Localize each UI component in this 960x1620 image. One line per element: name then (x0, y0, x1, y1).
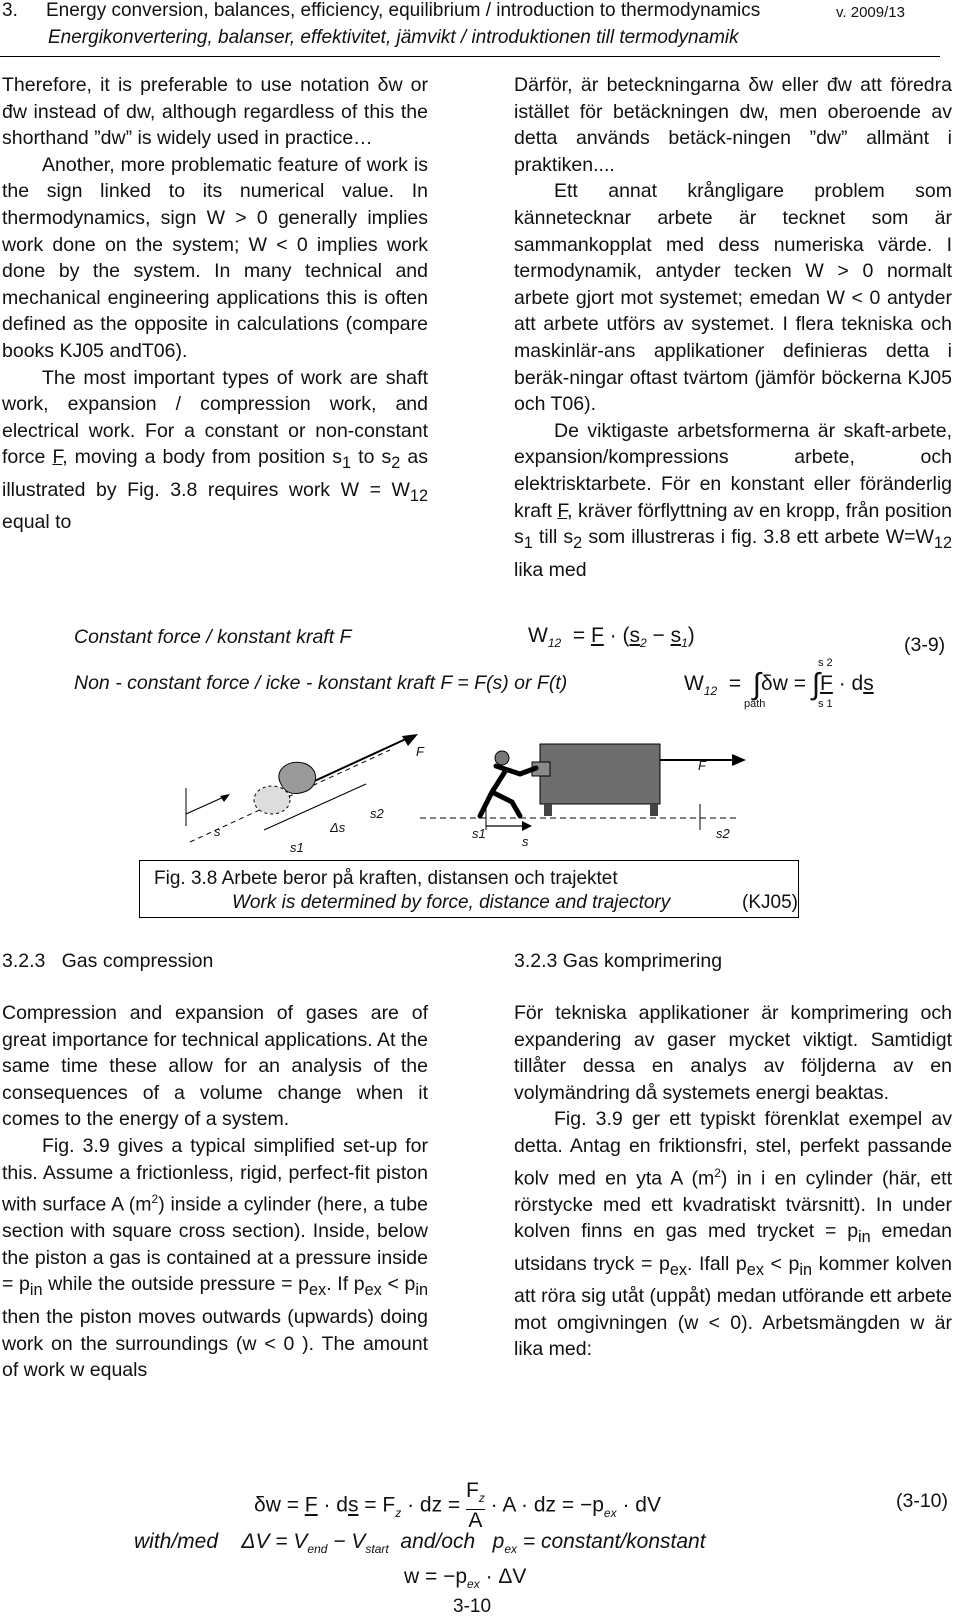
paragraph (2, 365, 428, 536)
text-run: then the piston moves outwards (upwards) doing work on the surroundings (w < 0 ). The amount of work w equals (2, 1305, 428, 1382)
equation-3-10c: $w = -p_{ex} \cdot \Delta V$ (404, 1565, 527, 1592)
header-title-en-text: Energy conversion, balances, efficiency, equilibrium / introduction to thermodynamics (46, 0, 761, 21)
subscript: ex (309, 1281, 327, 1300)
paragraph (2, 1133, 428, 1384)
text-run: Fig. 3.9 ger ett typiskt förenklat exempel av detta. Antag en friktionsfri, stel, perfekt passande kolv med en yta A (m (514, 1108, 952, 1190)
eq-label-constant: Constant force / konstant kraft F (74, 626, 352, 648)
caption-en: Work is determined by force, distance and trajectory (232, 892, 671, 913)
force-symbol: F (557, 499, 568, 522)
subscript: 1 (342, 454, 352, 473)
page-number: 3-10 (453, 1596, 492, 1617)
subscript: 2 (391, 454, 401, 473)
subscript: in (799, 1260, 813, 1279)
piano-leg (544, 804, 552, 816)
caption-source: (KJ05) (742, 892, 798, 913)
text-run: . If p (326, 1273, 365, 1296)
subscript: 2 (573, 533, 583, 552)
equation-3-9a: $W_{12} = F \cdot (s_2 - s_1)$ (528, 624, 695, 651)
right-column-2 (514, 1000, 952, 1363)
and-och-label: and/och (400, 1530, 476, 1553)
fig-label-F-left: F (416, 744, 424, 759)
section-title: Gas compression (61, 950, 214, 972)
text-run: . Ifall p (686, 1252, 747, 1275)
person-body (480, 766, 536, 816)
equation-3-9b: $W_{12} = \int\delta w = \int F$ · ds (684, 668, 874, 701)
equation-number-3-9: (3-9) (904, 634, 946, 656)
header-title-en (2, 0, 760, 22)
left-column-1 (2, 72, 428, 536)
caption-sv: Fig. 3.8 Arbete beror på kraften, distansen och trajektet (154, 868, 618, 889)
paragraph (514, 418, 952, 583)
text-run: , moving a body from position s (62, 446, 343, 469)
equation-3-10b: with/med $\Delta V = V_{end} - V_{start}$ and/och $p_{ex}$ = constant/konstant (134, 1530, 706, 1557)
s-arrowhead-right (522, 821, 532, 831)
fig-label-s-right: s (522, 834, 529, 849)
paragraph: Compression and expansion of gases are of great importance for technical applications. At the same time these allow for an analysis of the consequences of a volume change when it comes to the energy of a system. (2, 1002, 428, 1131)
text-run: som illustreras i fig. 3.8 ett arbete W=W (582, 526, 934, 549)
paragraph: Därför, är beteckningarna δw eller đw att föredra istället för betäckningen dw, men oberoende av detta används betäck-ningen ”dw” allmänt i praktiken.... (514, 74, 952, 176)
piano-leg (650, 804, 658, 816)
paragraph (514, 1106, 952, 1363)
text-run: till s (532, 526, 574, 549)
text-run: ) in i en cylinder (här, ett rörstycke med ett kvadratiskt tvärsnitt). In under kolven finns en gas med trycket = p (514, 1167, 952, 1243)
text-run: kommer kolven att röra sig utåt (uppåt) medan utförande ett arbete mot omgivningen (w < 0). Arbetsmängden w är lika med: (514, 1252, 953, 1361)
text-run: to s (351, 446, 392, 469)
right-column-1 (514, 72, 952, 583)
eq-label-nonconstant: Non - constant force / icke - konstant kraft F = F(s) or F(t) (74, 672, 568, 694)
subscript: in (29, 1281, 43, 1300)
text-run: < p (763, 1252, 800, 1275)
body-start-dashed (254, 786, 290, 814)
fig-label-F-right: F (698, 758, 706, 773)
integral-lower-limit-s1: s 1 (818, 698, 833, 710)
subscript: in (858, 1228, 871, 1247)
superscript: 2 (151, 1192, 159, 1207)
fig-label-s1-left: s1 (290, 840, 304, 855)
header-version: v. 2009/13 (836, 4, 905, 21)
body-end (279, 762, 316, 793)
equation-number-3-10: (3-10) (896, 1490, 949, 1512)
text-run: The most important types of work are shaft work, expansion / compression work, and electrical work. For a constant or non-constant force (2, 366, 428, 469)
force-symbol: F (52, 446, 63, 469)
subscript: ex (746, 1260, 764, 1279)
text-run: as illustrated by Fig. 3.8 requires work W = W (2, 446, 428, 501)
left-column-2 (2, 1000, 428, 1384)
text-run: equal to (2, 511, 72, 534)
text-run: < p (381, 1273, 416, 1296)
equation-3-10a: δw = F · ds = $F_z$ · dz = $\frac{F_z}{A}$ · A · dz = $-p_{ex}$ · dV (254, 1479, 661, 1533)
subscript: 12 (933, 533, 952, 552)
text-run: lika med (514, 558, 587, 581)
fig-label-s-left: s (214, 824, 221, 839)
integral-lower-limit-path: path (744, 698, 766, 710)
fig-label-delta-s: Δs (330, 820, 346, 835)
figure-caption-box (139, 860, 799, 918)
piano-body (540, 744, 660, 804)
text-run: emedan utsidans tryck = p (514, 1220, 952, 1275)
with-med-label: with/med (134, 1530, 219, 1553)
subscript: 12 (409, 486, 428, 505)
text-run: De viktigaste arbetsformerna är skaft-arbete, expansion/kompressions arbete, och elektrisktarbete. För en konstant eller föränderlig kraft (514, 419, 952, 522)
person-head (495, 751, 509, 765)
superscript: 2 (714, 1165, 721, 1180)
header-title-sv: Energikonvertering, balanser, effektivitet, jämvikt / introduktionen till termodynamik (48, 27, 739, 48)
integral-upper-limit: s 2 (818, 657, 833, 669)
subscript: ex (364, 1281, 382, 1300)
fig-label-s1-right: s1 (472, 826, 486, 841)
paragraph: Ett annat krångligare problem som kännetecknar arbete är tecknet som är sammankopplat med dess numeriska värde. I termodynamik, antyder tecken W > 0 normalt arbete gjort mot systemet; emedan W < 0 antyder att arbete utförs av systemet. I flera tekniska och maskinlär-ans applikationer definieras detta i beräk-ningar oftast tvärtom (jämför böckerna KJ05 och T06). (514, 180, 952, 416)
paragraph: Another, more problematic feature of work is the sign linked to its numerical value. In thermodynamics, sign W > 0 generally implies work done on the system; W < 0 implies work done by the system. In many technical and mechanical engineering applications this is often defined as the opposite in calculations (compare books KJ05 andT06). (2, 153, 428, 362)
text-run: Fig. 3.9 gives a typical simplified set-up for this. Assume a frictionless, rigid, perfect-fit piston with surface A (m (2, 1134, 428, 1216)
text-run: , kräver förflyttning av en kropp, från position s (514, 499, 952, 549)
fig-label-s2-left: s2 (370, 806, 384, 821)
chapter-number: 3. (2, 0, 18, 21)
paragraph: Therefore, it is preferable to use notation δw or đw instead of dw, although regardless of this the shorthand ”dw” is widely used in practice… (2, 74, 428, 150)
s-arrowhead (220, 794, 230, 802)
subscript: ex (669, 1260, 687, 1279)
subscript: in (415, 1281, 429, 1300)
force-arrowhead-right (732, 754, 746, 766)
paragraph: För tekniska applikationer är komprimering och expandering av gaser mycket viktigt. Samtidigt tillåter dessa en analys av följderna av en volymändring då systemets energi beaktas. (514, 1002, 952, 1104)
section-number: 3.2.3 (2, 950, 46, 972)
header-rule (0, 56, 940, 57)
s-vector (186, 796, 226, 814)
fig-label-s2-right: s2 (716, 826, 730, 841)
text-run: ) inside a cylinder (here, a tube section with square cross section). Inside, below the piston a gas is contained at a pressure inside = p (2, 1193, 429, 1296)
subscript: 1 (523, 533, 533, 552)
text-run: while the outside pressure = p (42, 1273, 310, 1296)
section-heading-en (2, 950, 213, 973)
constant-label: = constant/konstant (522, 1530, 706, 1553)
section-heading-sv: 3.2.3 Gas komprimering (514, 950, 723, 972)
